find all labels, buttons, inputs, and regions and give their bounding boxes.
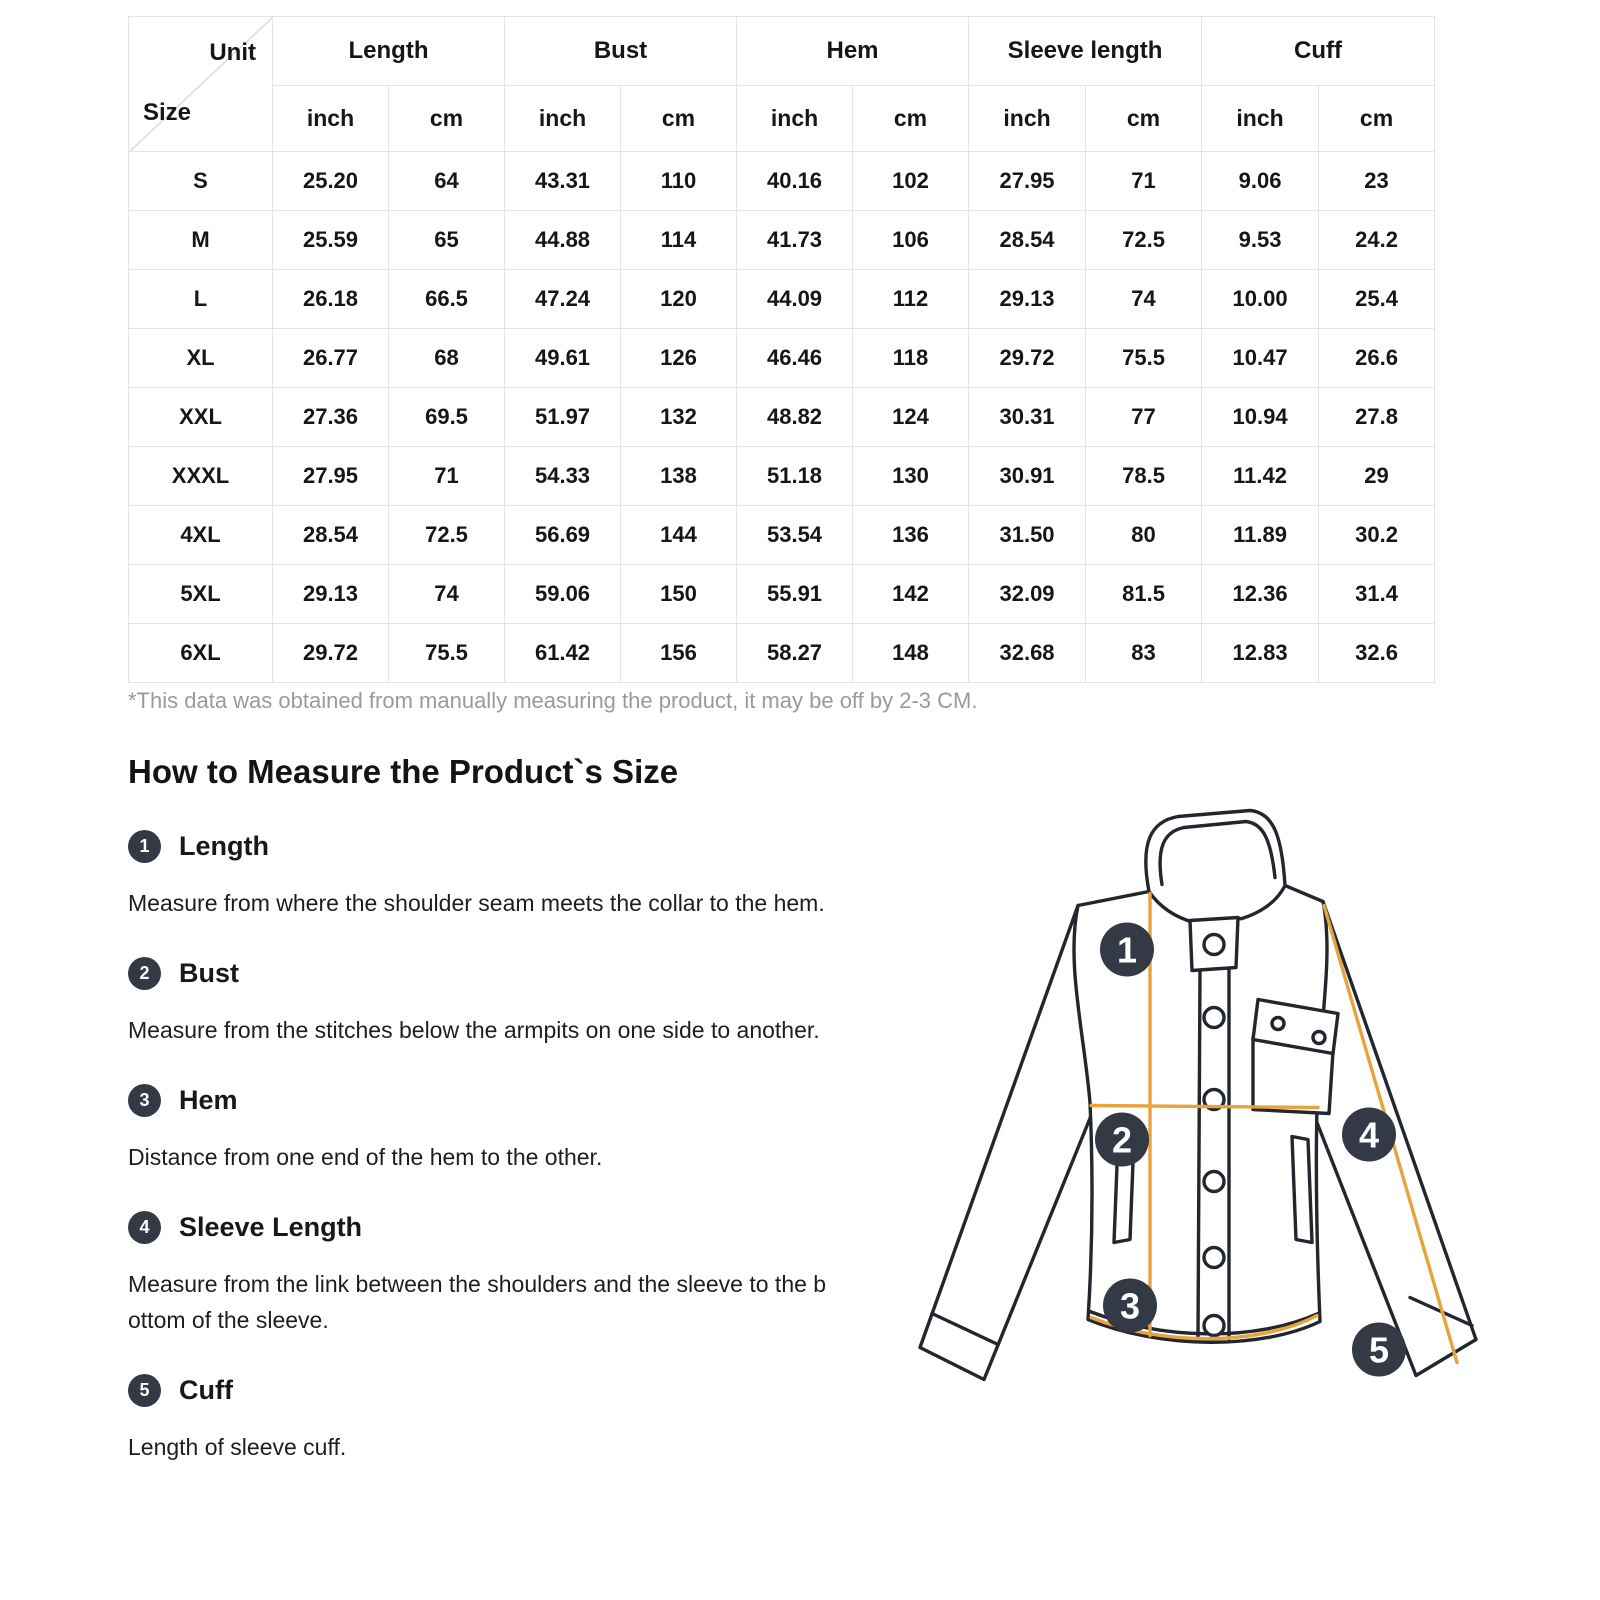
column-group-bust: Bust	[505, 17, 737, 86]
size-table	[128, 16, 1435, 683]
value-cell: 120	[621, 270, 737, 329]
value-cell: 80	[1086, 506, 1202, 565]
value-cell: 25.20	[273, 152, 389, 211]
value-cell: 27.95	[273, 447, 389, 506]
diagram-badge-5	[1352, 1323, 1406, 1377]
value-cell: 29.72	[969, 329, 1086, 388]
unit-header: inch	[1202, 86, 1319, 152]
value-cell: 61.42	[505, 624, 621, 683]
value-cell: 24.2	[1319, 211, 1435, 270]
button	[1204, 1316, 1224, 1336]
value-cell: 118	[853, 329, 969, 388]
table-row	[129, 388, 1435, 447]
measure-item-sleeve-length	[128, 1211, 835, 1244]
unit-size-corner-cell	[129, 17, 273, 152]
value-cell: 72.5	[389, 506, 505, 565]
value-cell: 156	[621, 624, 737, 683]
measure-item-length	[128, 830, 835, 863]
value-cell: 29.72	[273, 624, 389, 683]
size-cell: M	[129, 211, 273, 270]
column-group-length: Length	[273, 17, 505, 86]
value-cell: 112	[853, 270, 969, 329]
size-cell: 4XL	[129, 506, 273, 565]
step-4-label: Sleeve Length	[179, 1212, 363, 1242]
value-cell: 49.61	[505, 329, 621, 388]
value-cell: 72.5	[1086, 211, 1202, 270]
size-cell: S	[129, 152, 273, 211]
button	[1204, 1008, 1224, 1028]
unit-header: inch	[737, 86, 853, 152]
button	[1204, 935, 1224, 955]
table-row	[129, 447, 1435, 506]
section-title: How to Measure the Product`s Size	[128, 753, 679, 790]
pocket-button	[1272, 1018, 1284, 1030]
value-cell: 59.06	[505, 565, 621, 624]
jacket-illustration	[872, 784, 1512, 1416]
column-group-sleeve-length: Sleeve length	[969, 17, 1202, 86]
step-2-label: Bust	[179, 958, 239, 988]
value-cell: 44.09	[737, 270, 853, 329]
step-3-badge: 3	[128, 1084, 161, 1117]
table-header-row-groups	[129, 17, 1435, 86]
value-cell: 27.36	[273, 388, 389, 447]
value-cell: 11.42	[1202, 447, 1319, 506]
value-cell: 51.18	[737, 447, 853, 506]
step-5-label: Cuff	[179, 1375, 233, 1405]
measure-item-hem	[128, 1084, 835, 1117]
diagram-badge-4-number: 4	[1358, 1114, 1380, 1156]
value-cell: 66.5	[389, 270, 505, 329]
table-row	[129, 329, 1435, 388]
placket-left-line	[1198, 971, 1200, 1337]
value-cell: 75.5	[1086, 329, 1202, 388]
value-cell: 10.94	[1202, 388, 1319, 447]
value-cell: 78.5	[1086, 447, 1202, 506]
step-1-badge: 1	[128, 830, 161, 863]
jacket-measurement-diagram	[872, 784, 1512, 1416]
value-cell: 29	[1319, 447, 1435, 506]
unit-header: inch	[505, 86, 621, 152]
value-cell: 27.95	[969, 152, 1086, 211]
unit-header: cm	[853, 86, 969, 152]
left-sleeve	[920, 906, 1096, 1380]
step-1-description: Measure from where the shoulder seam meets the collar to the hem.	[128, 890, 825, 916]
value-cell: 126	[621, 329, 737, 388]
value-cell: 51.97	[505, 388, 621, 447]
value-cell: 55.91	[737, 565, 853, 624]
value-cell: 44.88	[505, 211, 621, 270]
value-cell: 30.2	[1319, 506, 1435, 565]
value-cell: 69.5	[389, 388, 505, 447]
diagram-badge-1-number: 1	[1116, 929, 1138, 971]
value-cell: 150	[621, 565, 737, 624]
value-cell: 148	[853, 624, 969, 683]
table-row	[129, 565, 1435, 624]
diagram-badge-3-number: 3	[1119, 1285, 1141, 1327]
size-cell: XXXL	[129, 447, 273, 506]
value-cell: 25.4	[1319, 270, 1435, 329]
value-cell: 31.50	[969, 506, 1086, 565]
step-4-badge: 4	[128, 1211, 161, 1244]
size-chart	[128, 16, 1434, 683]
step-1-label: Length	[179, 831, 269, 861]
step-3-label: Hem	[179, 1085, 238, 1115]
unit-header: cm	[1086, 86, 1202, 152]
value-cell: 83	[1086, 624, 1202, 683]
diagram-badge-4	[1342, 1108, 1396, 1162]
size-cell: 5XL	[129, 565, 273, 624]
diagram-badge-1	[1100, 923, 1154, 977]
value-cell: 26.18	[273, 270, 389, 329]
value-cell: 30.31	[969, 388, 1086, 447]
unit-header: inch	[273, 86, 389, 152]
value-cell: 28.54	[969, 211, 1086, 270]
value-cell: 46.46	[737, 329, 853, 388]
measure-item-bust	[128, 957, 835, 990]
value-cell: 25.59	[273, 211, 389, 270]
unit-header: inch	[969, 86, 1086, 152]
value-cell: 12.83	[1202, 624, 1319, 683]
value-cell: 9.06	[1202, 152, 1319, 211]
value-cell: 124	[853, 388, 969, 447]
table-row	[129, 152, 1435, 211]
value-cell: 114	[621, 211, 737, 270]
diagram-badge-2-number: 2	[1111, 1119, 1133, 1161]
value-cell: 64	[389, 152, 505, 211]
value-cell: 47.24	[505, 270, 621, 329]
right-pocket-slit	[1292, 1137, 1312, 1243]
size-cell: L	[129, 270, 273, 329]
button	[1204, 1172, 1224, 1192]
value-cell: 58.27	[737, 624, 853, 683]
size-table-body	[129, 152, 1435, 683]
value-cell: 110	[621, 152, 737, 211]
value-cell: 29.13	[273, 565, 389, 624]
value-cell: 40.16	[737, 152, 853, 211]
table-row	[129, 624, 1435, 683]
step-3-description: Distance from one end of the hem to the other.	[128, 1144, 603, 1170]
value-cell: 54.33	[505, 447, 621, 506]
value-cell: 23	[1319, 152, 1435, 211]
value-cell: 53.54	[737, 506, 853, 565]
value-cell: 32.09	[969, 565, 1086, 624]
unit-header: cm	[621, 86, 737, 152]
table-header-row-units	[129, 86, 1435, 152]
value-cell: 29.13	[969, 270, 1086, 329]
unit-header: cm	[389, 86, 505, 152]
value-cell: 106	[853, 211, 969, 270]
value-cell: 144	[621, 506, 737, 565]
unit-header: cm	[1319, 86, 1435, 152]
value-cell: 11.89	[1202, 506, 1319, 565]
measure-item-cuff	[128, 1374, 835, 1407]
step-5-description: Length of sleeve cuff.	[128, 1434, 347, 1460]
value-cell: 138	[621, 447, 737, 506]
value-cell: 132	[621, 388, 737, 447]
step-5-badge: 5	[128, 1374, 161, 1407]
value-cell: 130	[853, 447, 969, 506]
value-cell: 43.31	[505, 152, 621, 211]
value-cell: 41.73	[737, 211, 853, 270]
value-cell: 31.4	[1319, 565, 1435, 624]
value-cell: 12.36	[1202, 565, 1319, 624]
value-cell: 77	[1086, 388, 1202, 447]
value-cell: 81.5	[1086, 565, 1202, 624]
value-cell: 32.6	[1319, 624, 1435, 683]
value-cell: 48.82	[737, 388, 853, 447]
size-cell: XL	[129, 329, 273, 388]
value-cell: 71	[1086, 152, 1202, 211]
value-cell: 102	[853, 152, 969, 211]
pocket-button	[1313, 1032, 1325, 1044]
diagram-badge-3	[1103, 1279, 1157, 1333]
value-cell: 28.54	[273, 506, 389, 565]
value-cell: 75.5	[389, 624, 505, 683]
value-cell: 71	[389, 447, 505, 506]
value-cell: 136	[853, 506, 969, 565]
value-cell: 74	[1086, 270, 1202, 329]
value-cell: 32.68	[969, 624, 1086, 683]
bust-measure-line	[1091, 1106, 1318, 1108]
value-cell: 74	[389, 565, 505, 624]
how-to-measure-section	[128, 752, 835, 1465]
column-group-hem: Hem	[737, 17, 969, 86]
corner-unit-label: Unit	[209, 39, 256, 66]
table-row	[129, 211, 1435, 270]
table-row	[129, 270, 1435, 329]
corner-size-label: Size	[143, 99, 192, 126]
diagram-badge-5-number: 5	[1368, 1329, 1390, 1371]
collar	[1146, 811, 1285, 923]
size-cell: XXL	[129, 388, 273, 447]
value-cell: 142	[853, 565, 969, 624]
value-cell: 9.53	[1202, 211, 1319, 270]
value-cell: 26.6	[1319, 329, 1435, 388]
value-cell: 10.47	[1202, 329, 1319, 388]
value-cell: 27.8	[1319, 388, 1435, 447]
column-group-cuff: Cuff	[1202, 17, 1435, 86]
value-cell: 65	[389, 211, 505, 270]
step-2-description: Measure from the stitches below the armpits on one side to another.	[128, 1017, 820, 1043]
value-cell: 68	[389, 329, 505, 388]
size-cell: 6XL	[129, 624, 273, 683]
step-4-description: Measure from the link between the shoulders and the sleeve to the bottom of the sleeve.	[128, 1271, 827, 1333]
value-cell: 26.77	[273, 329, 389, 388]
measurement-disclaimer: *This data was obtained from manually measuring the product, it may be off by 2-3 CM.	[128, 688, 978, 713]
table-row	[129, 506, 1435, 565]
button	[1204, 1248, 1224, 1268]
diagram-badge-2	[1095, 1113, 1149, 1167]
value-cell: 10.00	[1202, 270, 1319, 329]
step-2-badge: 2	[128, 957, 161, 990]
value-cell: 30.91	[969, 447, 1086, 506]
value-cell: 56.69	[505, 506, 621, 565]
